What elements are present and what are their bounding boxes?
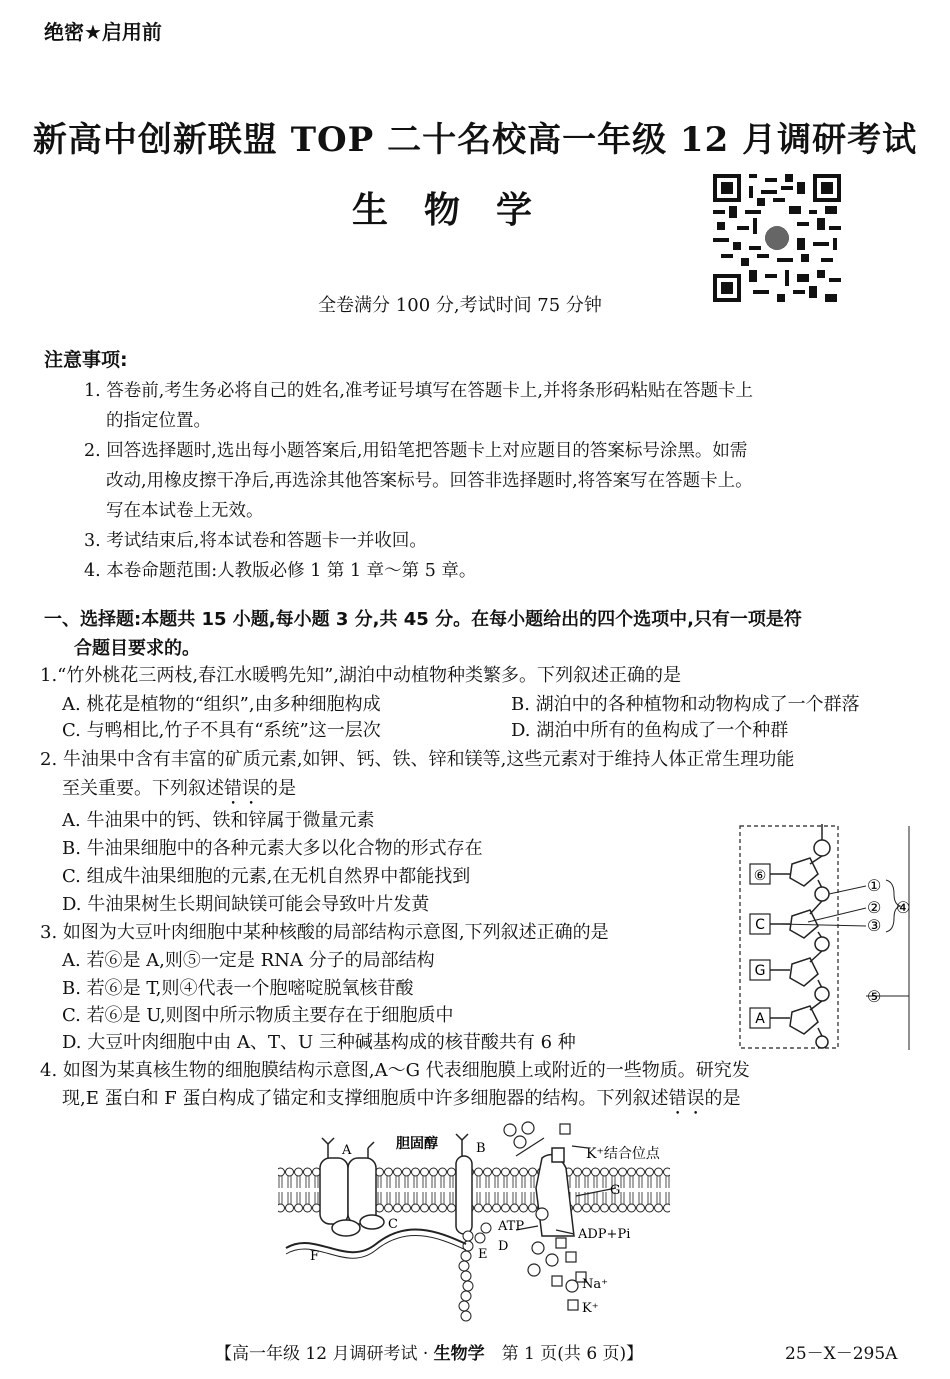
q1-option-d: D. 湖泊中所有的鱼构成了一个种群 <box>511 720 789 741</box>
q3-option-a: A. 若⑥是 A,则⑤一定是 RNA 分子的局部结构 <box>62 950 435 971</box>
nucleic-acid-diagram <box>736 824 912 1052</box>
structure-label: ② <box>867 898 882 917</box>
base-label: ⑥ <box>753 868 767 884</box>
notice-item: 1. 答卷前,考生务必将自己的姓名,准考证号填写在答题卡上,并将条形码粘贴在答题卡上 <box>84 381 753 401</box>
q3-stem: 3. 如图为大豆叶肉细胞中某种核酸的局部结构示意图,下列叙述正确的是 <box>40 922 609 943</box>
label-cholesterol: 胆固醇 <box>396 1136 438 1152</box>
footer-text: 【高一年级 12 月调研考试 · <box>215 1344 434 1364</box>
q2-option-c: C. 组成牛油果细胞的元素,在无机自然界中都能找到 <box>62 866 471 887</box>
section-heading-line: 一、选择题:本题共 15 小题,每小题 3 分,共 45 分。在每小题给出的四个选项中,只有一项是符 <box>44 609 802 630</box>
confidential-label: 绝密★启用前 <box>44 20 162 44</box>
structure-label: ④ <box>896 898 911 917</box>
notice-item: 4. 本卷命题范围:人教版必修 1 第 1 章～第 5 章。 <box>84 561 477 581</box>
q2-option-b: B. 牛油果细胞中的各种元素大多以化合物的形式存在 <box>62 838 483 859</box>
structure-label: ③ <box>867 916 882 935</box>
label-g: G <box>610 1183 621 1198</box>
cell-membrane-diagram <box>276 1118 672 1328</box>
base-label: C <box>755 917 765 933</box>
page-footer <box>215 1339 643 1364</box>
exam-title: 新高中创新联盟 TOP 二十名校高一年级 12 月调研考试 <box>32 120 918 160</box>
score-time-line: 全卷满分 100 分,考试时间 75 分钟 <box>318 295 602 316</box>
q4-emphasis: 错误 <box>668 1088 705 1109</box>
subject-title: 生物学 <box>351 190 568 231</box>
q2-emphasis: 错误 <box>224 778 260 799</box>
label-k: K⁺ <box>582 1301 599 1316</box>
structure-label: ① <box>867 876 882 895</box>
section-heading-line: 合题目要求的。 <box>74 638 200 659</box>
q2-stem-line1: 2. 牛油果中含有丰富的矿质元素,如钾、钙、铁、锌和镁等,这些元素对于维持人体正常生理功能 <box>40 749 795 770</box>
label-a: A <box>342 1143 352 1158</box>
q2-option-d: D. 牛油果树生长期间缺镁可能会导致叶片发黄 <box>62 894 430 915</box>
q3-option-b: B. 若⑥是 T,则④代表一个胞嘧啶脱氧核苷酸 <box>62 978 414 999</box>
footer-page: 第 1 页(共 6 页)】 <box>484 1344 644 1364</box>
notice-heading: 注意事项: <box>44 349 128 371</box>
q4-stem-line1: 4. 如图为某真核生物的细胞膜结构示意图,A～G 代表细胞膜上或附近的一些物质。研究发 <box>40 1060 750 1081</box>
base-label: A <box>755 1011 765 1027</box>
label-e: E <box>478 1247 488 1262</box>
notice-item: 写在本试卷上无效。 <box>106 501 264 521</box>
q1-option-b: B. 湖泊中的各种植物和动物构成了一个群落 <box>511 694 860 715</box>
label-d: D <box>498 1239 509 1254</box>
label-atp: ATP <box>498 1219 525 1234</box>
label-f: F <box>310 1249 320 1264</box>
q4-stem-text: 现,E 蛋白和 F 蛋白构成了锚定和支撑细胞质中许多细胞器的结构。下列叙述 <box>62 1088 669 1109</box>
q1-option-c: C. 与鸭相比,竹子不具有“系统”这一层次 <box>62 720 381 741</box>
q1-stem: 1.“竹外桃花三两枝,春江水暖鸭先知”,湖泊中动植物种类繁多。下列叙述正确的是 <box>40 665 682 686</box>
footer-subject: 生物学 <box>433 1344 485 1364</box>
qr-code <box>713 174 841 302</box>
label-adp: ADP+Pi <box>578 1227 631 1242</box>
notice-item: 的指定位置。 <box>106 411 211 431</box>
label-b: B <box>476 1141 486 1156</box>
q3-option-c: C. 若⑥是 U,则图中所示物质主要存在于细胞质中 <box>62 1005 454 1026</box>
q4-stem-text-end: 的是 <box>704 1088 741 1109</box>
label-k-site: K⁺结合位点 <box>586 1146 660 1162</box>
q2-stem-text-end: 的是 <box>260 778 296 799</box>
label-c: C <box>388 1217 398 1232</box>
q1-option-a: A. 桃花是植物的“组织”,由多种细胞构成 <box>62 694 381 715</box>
notice-item: 改动,用橡皮擦干净后,再选涂其他答案标号。回答非选择题时,将答案写在答题卡上。 <box>106 471 753 491</box>
section-heading <box>44 605 914 663</box>
structure-label: ⑤ <box>867 987 882 1006</box>
notice-item: 2. 回答选择题时,选出每小题答案后,用铅笔把答题卡上对应题目的答案标号涂黑。如需 <box>84 441 748 461</box>
q2-stem-text: 至关重要。下列叙述 <box>62 778 224 799</box>
paper-code: 25－X－295A <box>785 1344 898 1364</box>
q3-option-d: D. 大豆叶肉细胞中由 A、T、U 三种碱基构成的核苷酸共有 6 种 <box>62 1032 576 1053</box>
q2-option-a: A. 牛油果中的钙、铁和锌属于微量元素 <box>62 810 375 831</box>
q2-stem-line2 <box>62 774 296 809</box>
notice-item: 3. 考试结束后,将本试卷和答题卡一并收回。 <box>84 531 427 551</box>
label-na: Na⁺ <box>582 1277 608 1292</box>
base-label: G <box>754 963 766 979</box>
notice-list <box>86 376 916 586</box>
q4-stem-line2 <box>62 1084 741 1119</box>
